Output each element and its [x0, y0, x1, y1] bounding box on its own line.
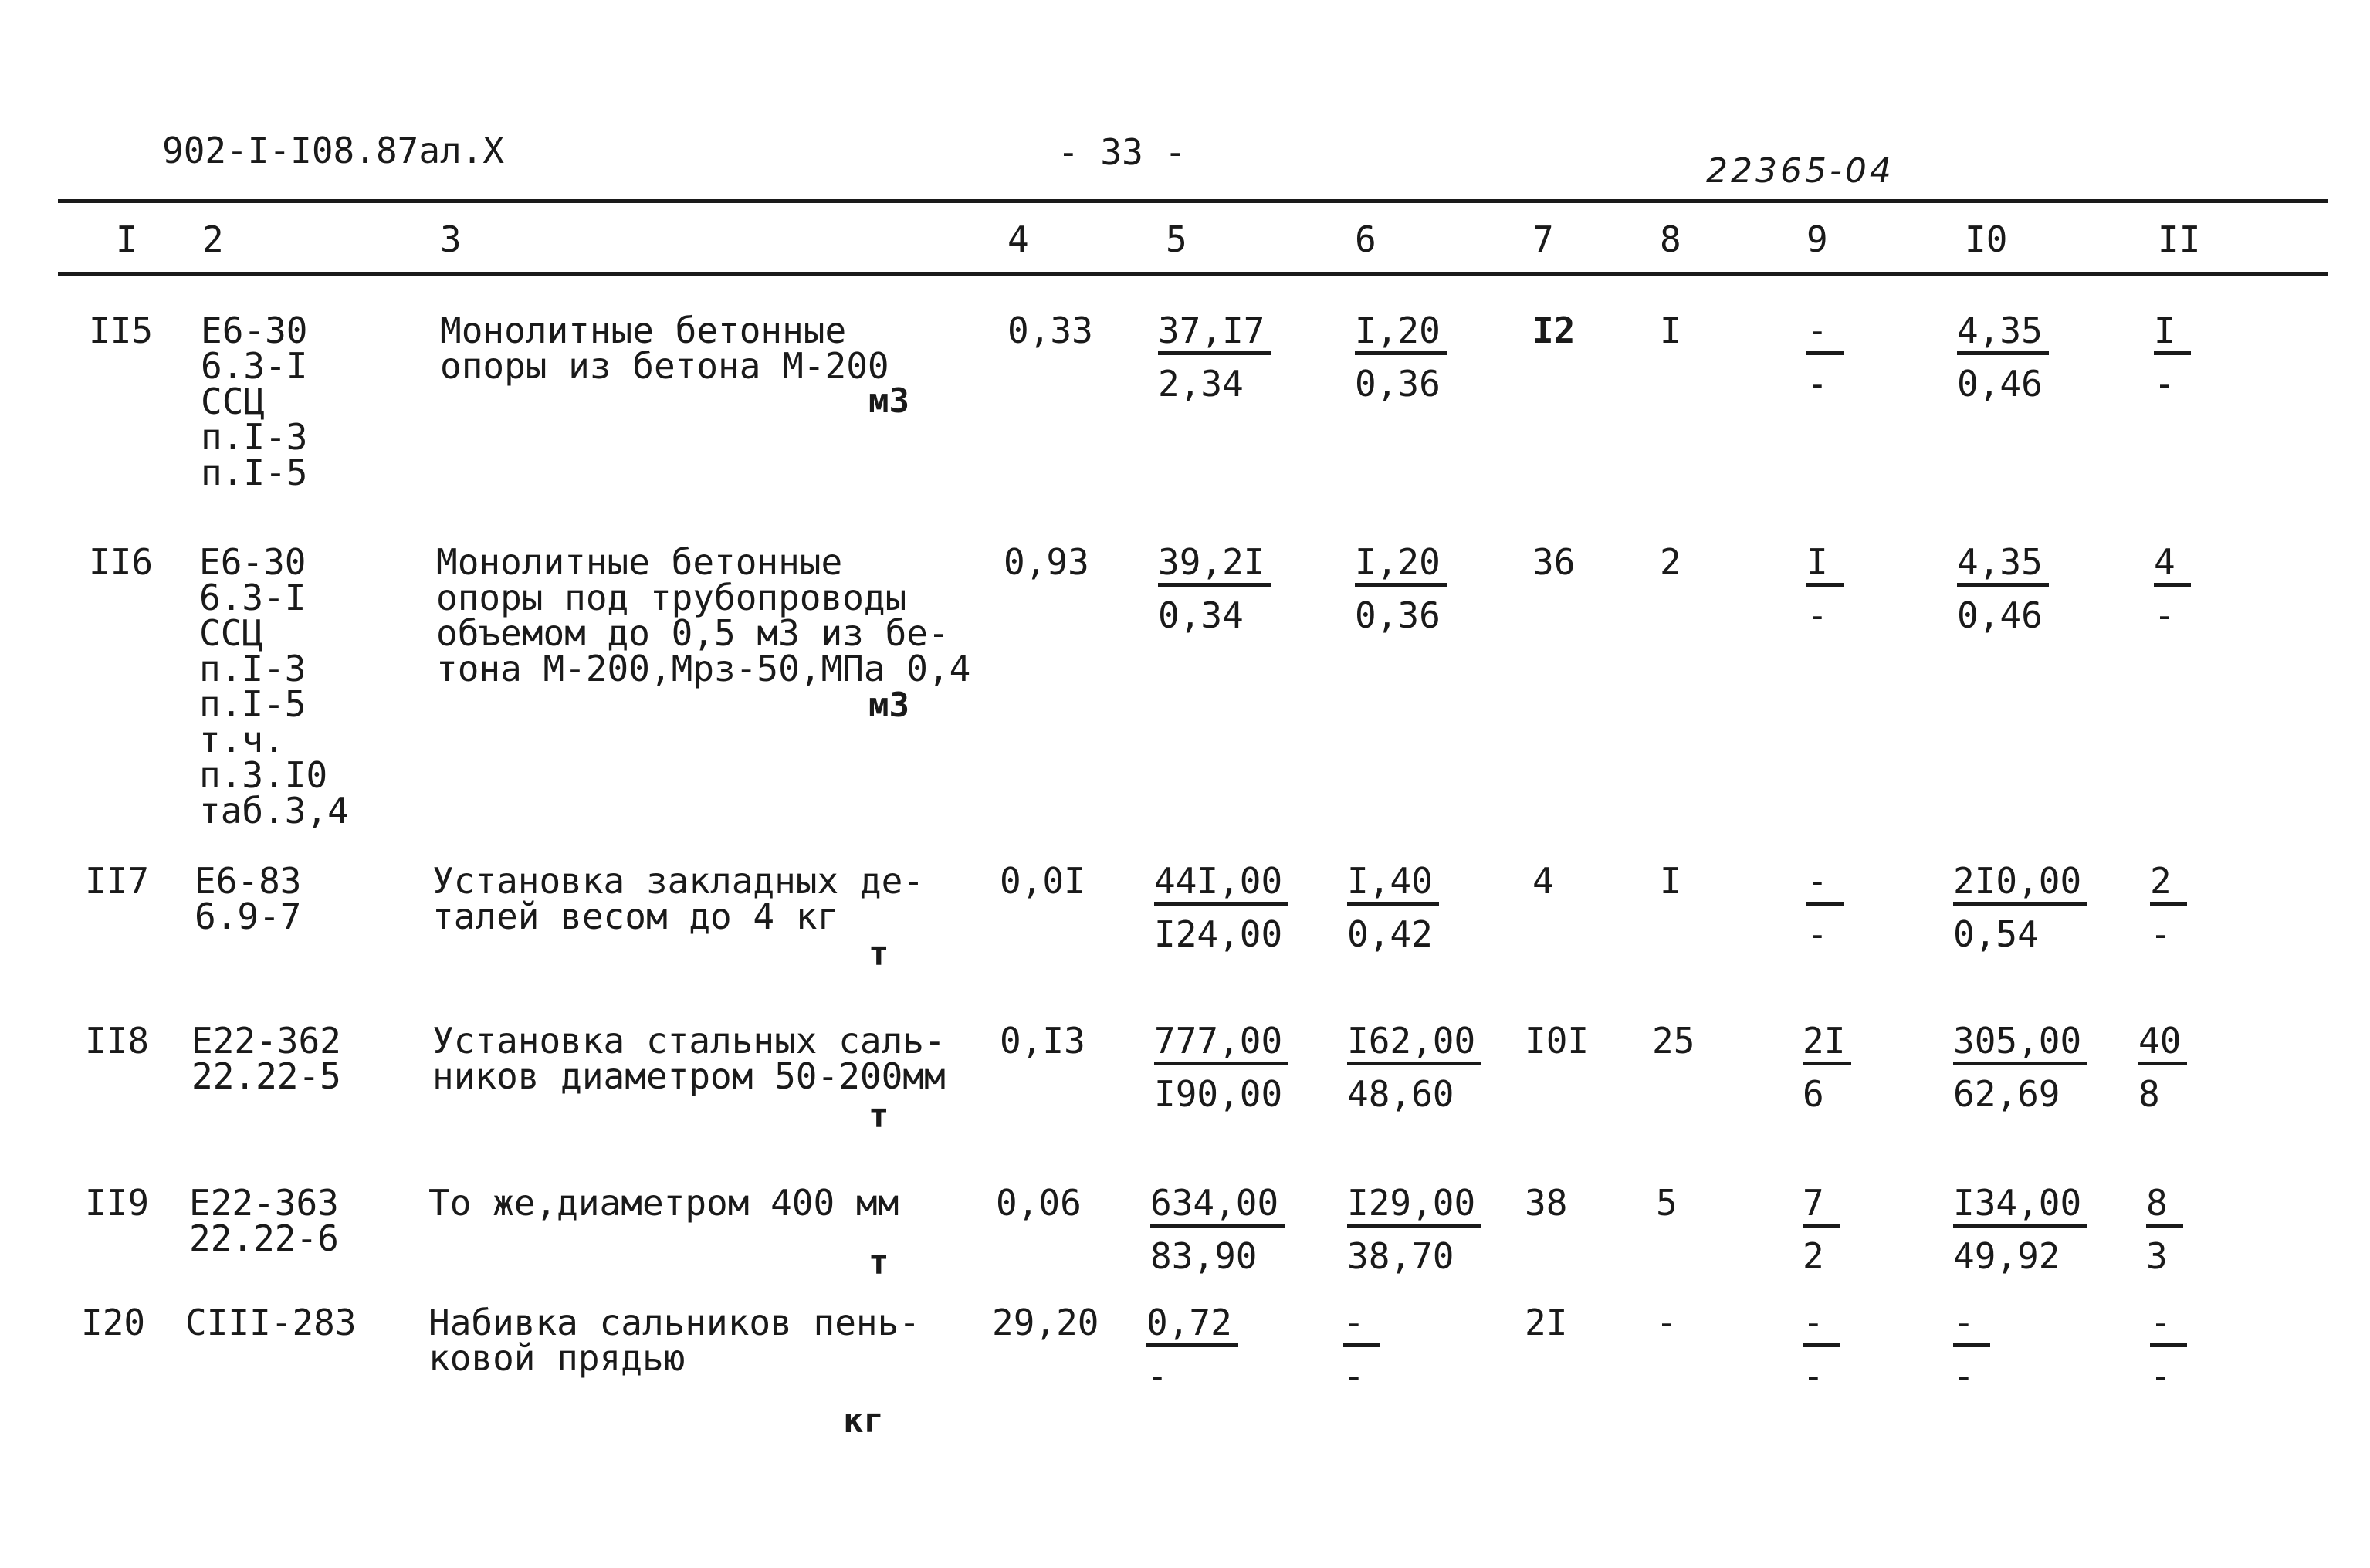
column-header-4: 4 [1007, 218, 1029, 260]
col6-value: $\frac{I,20}{0,36}$ [1355, 313, 1447, 401]
col9-value: - - [1806, 863, 1844, 952]
col7-value: 36 [1532, 541, 1576, 583]
col5-value: $\frac{37,I7}{2,34}$ [1158, 313, 1271, 401]
col5-value: $\frac{777,00}{I90,00}$ [1154, 1023, 1288, 1112]
col8-value: 2 [1660, 541, 1681, 583]
measure-unit: м3 [868, 686, 909, 725]
col8-value: 5 [1656, 1182, 1678, 1224]
column-header-5: 5 [1166, 218, 1187, 260]
col6-value: $\frac{I,20}{0,36}$ [1355, 544, 1447, 633]
work-description: Монолитные бетонные опоры под трубопроводы объемом до 0,5 м3 из бе- тона М-200,Мрз-50,МПа 0,4 [436, 541, 971, 689]
table-header-rule [58, 272, 2328, 276]
col10-value: $\frac{I34,00}{49,92}$ [1953, 1185, 2087, 1274]
col11-value: I - [2154, 313, 2191, 401]
col11-value: $\frac{8}{3}$ [2146, 1185, 2183, 1274]
document-code: 902-I-I08.87ал.X [162, 130, 505, 171]
col9-value: - - [1806, 313, 1844, 401]
row-number: II5 [89, 310, 154, 351]
column-header-9: 9 [1806, 218, 1828, 260]
col8-value: 25 [1652, 1020, 1695, 1062]
table-top-rule [58, 199, 2328, 203]
col9-value: - - [1803, 1305, 1840, 1394]
rate-code: Е6-30 6.3-I ССЦ п.I-3 п.I-5 [201, 310, 308, 493]
col10-value: $\frac{4,35}{0,46}$ [1957, 544, 2049, 633]
rate-code: Е6-83 6.9-7 [195, 860, 302, 937]
col10-value: $\frac{305,00}{62,69}$ [1953, 1023, 2087, 1112]
col5-value: $\frac{634,00}{83,90}$ [1150, 1185, 1285, 1274]
col8-value: I [1660, 310, 1681, 351]
col9-value: $\frac{7}{2}$ [1803, 1185, 1840, 1274]
rate-code: Е22-362 22.22-5 [191, 1020, 341, 1097]
column-header-6: 6 [1355, 218, 1376, 260]
column-header-2: 2 [202, 218, 224, 260]
col10-value: - - [1953, 1305, 1990, 1394]
col6-value: $\frac{I62,00}{48,60}$ [1347, 1023, 1481, 1112]
work-description: Установка закладных де- талей весом до 4 кг [432, 860, 924, 937]
column-header-3: 3 [440, 218, 462, 260]
measure-unit: т [868, 1096, 889, 1136]
row-number: II9 [85, 1182, 150, 1224]
quantity: 0,06 [996, 1182, 1082, 1224]
col10-value: $\frac{2I0,00}{0,54}$ [1953, 863, 2087, 952]
col5-value: 0,72 - [1146, 1305, 1238, 1394]
col7-value: 38 [1525, 1182, 1568, 1224]
work-description: Установка стальных саль- ников диаметром 50-200мм [432, 1020, 946, 1097]
column-header-7: 7 [1532, 218, 1554, 260]
col11-value: 2 - [2150, 863, 2187, 952]
col9-value: $\frac{2I}{6}$ [1803, 1023, 1851, 1112]
measure-unit: кг [843, 1401, 884, 1441]
col5-value: $\frac{44I,00}{I24,00}$ [1154, 863, 1288, 952]
col7-value: I0I [1525, 1020, 1590, 1062]
rate-code: Е22-363 22.22-6 [189, 1182, 339, 1259]
col6-value: $\frac{I,40}{0,42}$ [1347, 863, 1439, 952]
row-number: II6 [89, 541, 154, 583]
column-header-11: II [2158, 218, 2201, 260]
column-header-8: 8 [1660, 218, 1681, 260]
quantity: 0,I3 [1000, 1020, 1085, 1062]
col8-value: - [1656, 1302, 1678, 1343]
row-number: II7 [85, 860, 150, 902]
row-number: I20 [81, 1302, 146, 1343]
work-description: То же,диаметром 400 мм [428, 1182, 899, 1224]
column-header-1: I [116, 218, 137, 260]
col5-value: $\frac{39,2I}{0,34}$ [1158, 544, 1271, 633]
work-description: Набивка сальников пень- ковой прядью [428, 1302, 920, 1379]
col10-value: $\frac{4,35}{0,46}$ [1957, 313, 2049, 401]
col7-value: 2I [1525, 1302, 1568, 1343]
rate-code: Е6-30 6.3-I ССЦ п.I-3 п.I-5 т.ч. п.3.I0 таб.3,4 [199, 541, 349, 831]
col11-value: - - [2150, 1305, 2187, 1394]
col11-value: 4 - [2154, 544, 2191, 633]
work-description: Монолитные бетонные опоры из бетона М-200 [440, 310, 889, 387]
col7-value: 4 [1532, 860, 1554, 902]
measure-unit: т [868, 1243, 889, 1282]
measure-unit: м3 [868, 381, 909, 421]
col6-value: - - [1343, 1305, 1380, 1394]
quantity: 0,0I [1000, 860, 1085, 902]
col7-value: I2 [1532, 310, 1576, 351]
column-header-10: I0 [1965, 218, 2008, 260]
quantity: 29,20 [992, 1302, 1099, 1343]
col11-value: $\frac{40}{8}$ [2138, 1023, 2187, 1112]
page-number: - 33 - [1058, 131, 1187, 173]
col9-value: I - [1806, 544, 1844, 633]
row-number: II8 [85, 1020, 150, 1062]
inventory-stamp: 22365-04 [1706, 151, 1894, 191]
col6-value: $\frac{I29,00}{38,70}$ [1347, 1185, 1481, 1274]
rate-code: СIII-283 [185, 1302, 357, 1343]
quantity: 0,33 [1007, 310, 1093, 351]
quantity: 0,93 [1004, 541, 1089, 583]
measure-unit: т [868, 934, 889, 974]
col8-value: I [1660, 860, 1681, 902]
